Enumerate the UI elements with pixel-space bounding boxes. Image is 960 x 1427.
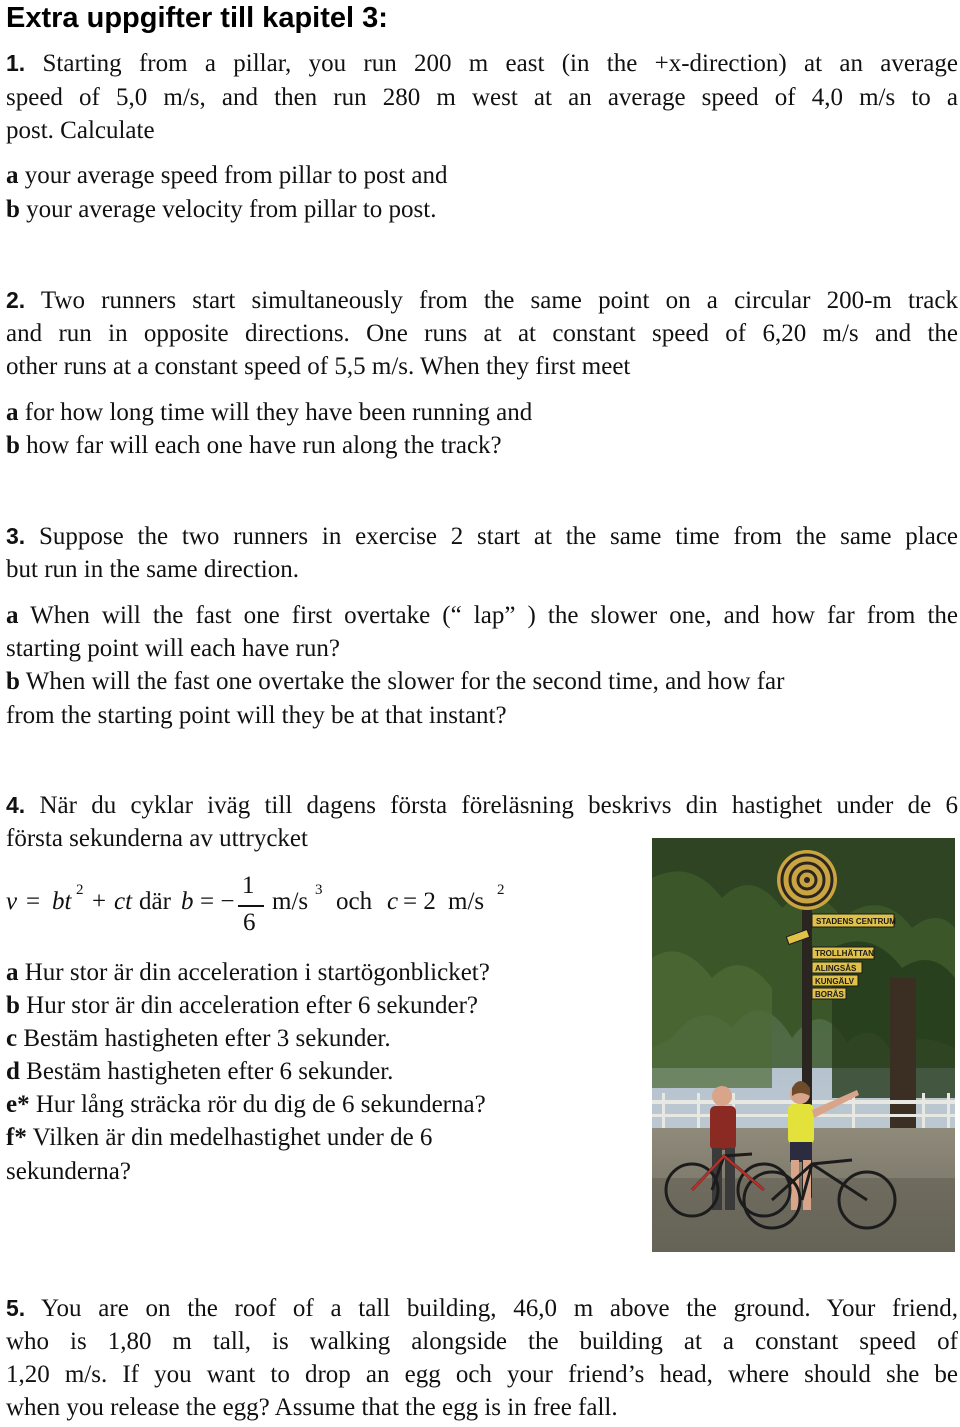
exercise-5-line-1 [6, 1292, 958, 1325]
part-text: your average velocity from pillar to post. [26, 196, 437, 223]
exercise-5-line-4: when you release the egg? Assume that the egg is in free fall. [6, 1394, 618, 1421]
formula-v: v [6, 888, 18, 915]
exercise-2-line-2: and run in opposite directions. One runs at at constant speed of 6,20 m/s and the [6, 320, 958, 347]
formula-exponent: 3 [315, 882, 323, 898]
exercise-text: You are on the roof of a tall building, 46,0 m above the ground. Your friend, [41, 1295, 958, 1322]
exercise-4-line-2: första sekunderna av uttrycket [6, 825, 308, 852]
formula-equals-minus: = − [200, 888, 235, 915]
part-text: your average speed from pillar to post and [24, 162, 448, 189]
part-text: Hur stor är din acceleration efter 6 sekunder? [26, 992, 479, 1019]
exercise-1-line-3: post. Calculate [6, 117, 155, 144]
sign-text: KUNGÄLV [815, 977, 854, 986]
exercise-2-line-1 [6, 284, 958, 317]
exercise-text: När du cyklar iväg till dagens första föreläsning beskrivs din hastighet under de 6 [39, 792, 958, 819]
formula-bt: bt [52, 888, 72, 915]
formula-exponent: 2 [76, 882, 84, 898]
part-label: a [6, 162, 19, 189]
page-title: Extra uppgifter till kapitel 3: [6, 2, 388, 34]
part-label: c [6, 1025, 18, 1052]
part-text: for how long time will they have been running and [24, 399, 533, 426]
exercise-5-line-3: 1,20 m/s. If you want to drop an egg och your friend’s head, where should she be [6, 1361, 958, 1388]
exercise-4-part-d [6, 1055, 393, 1088]
exercise-3-part-a-line-1 [6, 599, 958, 632]
exercise-2-part-b [6, 429, 502, 462]
part-label: a [6, 602, 19, 629]
exercise-1-line-2: speed of 5,0 m/s, and then run 280 m west at an average speed of 4,0 m/s to a [6, 84, 958, 111]
exercise-3-line-1 [6, 520, 958, 553]
exercise-text: Two runners start simultaneously from the same point on a circular 200-m track [40, 287, 958, 314]
formula-dar: där [139, 888, 171, 915]
formula-unit: m/s [448, 888, 485, 915]
part-label: a [6, 959, 19, 986]
part-text: Hur lång sträcka rör du dig de 6 sekunderna? [35, 1091, 486, 1118]
formula-plus: + [92, 888, 107, 915]
exercise-3-part-b-line-2: from the starting point will they be at that instant? [6, 702, 507, 729]
formula-och: och [336, 888, 373, 915]
part-label: f* [6, 1124, 27, 1151]
formula-equals: = [26, 888, 41, 915]
part-text: When will the fast one first overtake (“ lap” ) the slower one, and how far from the [30, 602, 958, 629]
part-text: Bestäm hastigheten efter 3 sekunder. [23, 1025, 391, 1052]
exercise-4-part-c [6, 1022, 391, 1055]
sign-text: TROLLHÄTTAN [815, 949, 874, 958]
exercise-4-part-b [6, 989, 478, 1022]
fraction-numerator: 1 [242, 872, 255, 899]
exercise-1-part-b [6, 193, 436, 226]
exercise-2-line-3: other runs at a constant speed of 5,5 m/s. When they first meet [6, 353, 631, 380]
exercise-4-part-f [6, 1121, 432, 1154]
formula-unit: m/s [272, 888, 309, 915]
velocity-formula [6, 868, 646, 944]
part-label: b [6, 668, 20, 695]
part-label: b [6, 992, 20, 1019]
part-text: When will the fast one overtake the slower for the second time, and how far [25, 668, 785, 695]
exercise-number: 4. [6, 792, 26, 818]
exercise-number: 1. [6, 50, 26, 76]
exercise-4-part-a [6, 956, 490, 989]
exercise-number: 2. [6, 287, 26, 313]
sign-text: STADENS CENTRUM [816, 917, 896, 926]
exercise-3-part-b-line-1 [6, 665, 784, 698]
exercise-4-line-1 [6, 789, 958, 822]
part-label: b [6, 432, 20, 459]
exercise-text: Suppose the two runners in exercise 2 start at the same time from the same place [38, 523, 959, 550]
formula-equals-two: = 2 [403, 888, 436, 915]
part-label: a [6, 399, 19, 426]
signpost-cyclists-photo [652, 838, 955, 1252]
fraction-bar [238, 905, 264, 907]
part-label: e* [6, 1091, 30, 1118]
exercise-1-line-1 [6, 47, 958, 80]
sign-text: ALINGSÅS [815, 964, 857, 973]
exercise-text: Starting from a pillar, you run 200 m east (in the +x-direction) at an average [42, 50, 958, 77]
formula-exponent: 2 [497, 882, 505, 898]
sign-text: BORÅS [815, 990, 844, 999]
exercise-number: 3. [6, 523, 26, 549]
exercise-4-part-f-continuation: sekunderna? [6, 1158, 131, 1185]
part-text: Bestäm hastigheten efter 6 sekunder. [26, 1058, 394, 1085]
exercise-4-part-e [6, 1088, 486, 1121]
part-text: Vilken är din medelhastighet under de 6 [32, 1124, 433, 1151]
formula-b: b [181, 888, 194, 915]
exercise-1-part-a [6, 159, 448, 192]
exercise-number: 5. [6, 1295, 26, 1321]
exercise-5-line-2: who is 1,80 m tall, is walking alongside the building at a constant speed of [6, 1328, 958, 1355]
exercise-3-part-a-line-2: starting point will each have run? [6, 635, 340, 662]
part-label: b [6, 196, 20, 223]
formula-c: c [387, 888, 399, 915]
part-label: d [6, 1058, 20, 1085]
formula-ct: ct [114, 888, 133, 915]
part-text: Hur stor är din acceleration i startögonblicket? [24, 959, 490, 986]
exercise-3-line-2: but run in the same direction. [6, 556, 299, 583]
part-text: how far will each one have run along the track? [26, 432, 502, 459]
exercise-2-part-a [6, 396, 532, 429]
fraction-denominator: 6 [243, 909, 256, 936]
